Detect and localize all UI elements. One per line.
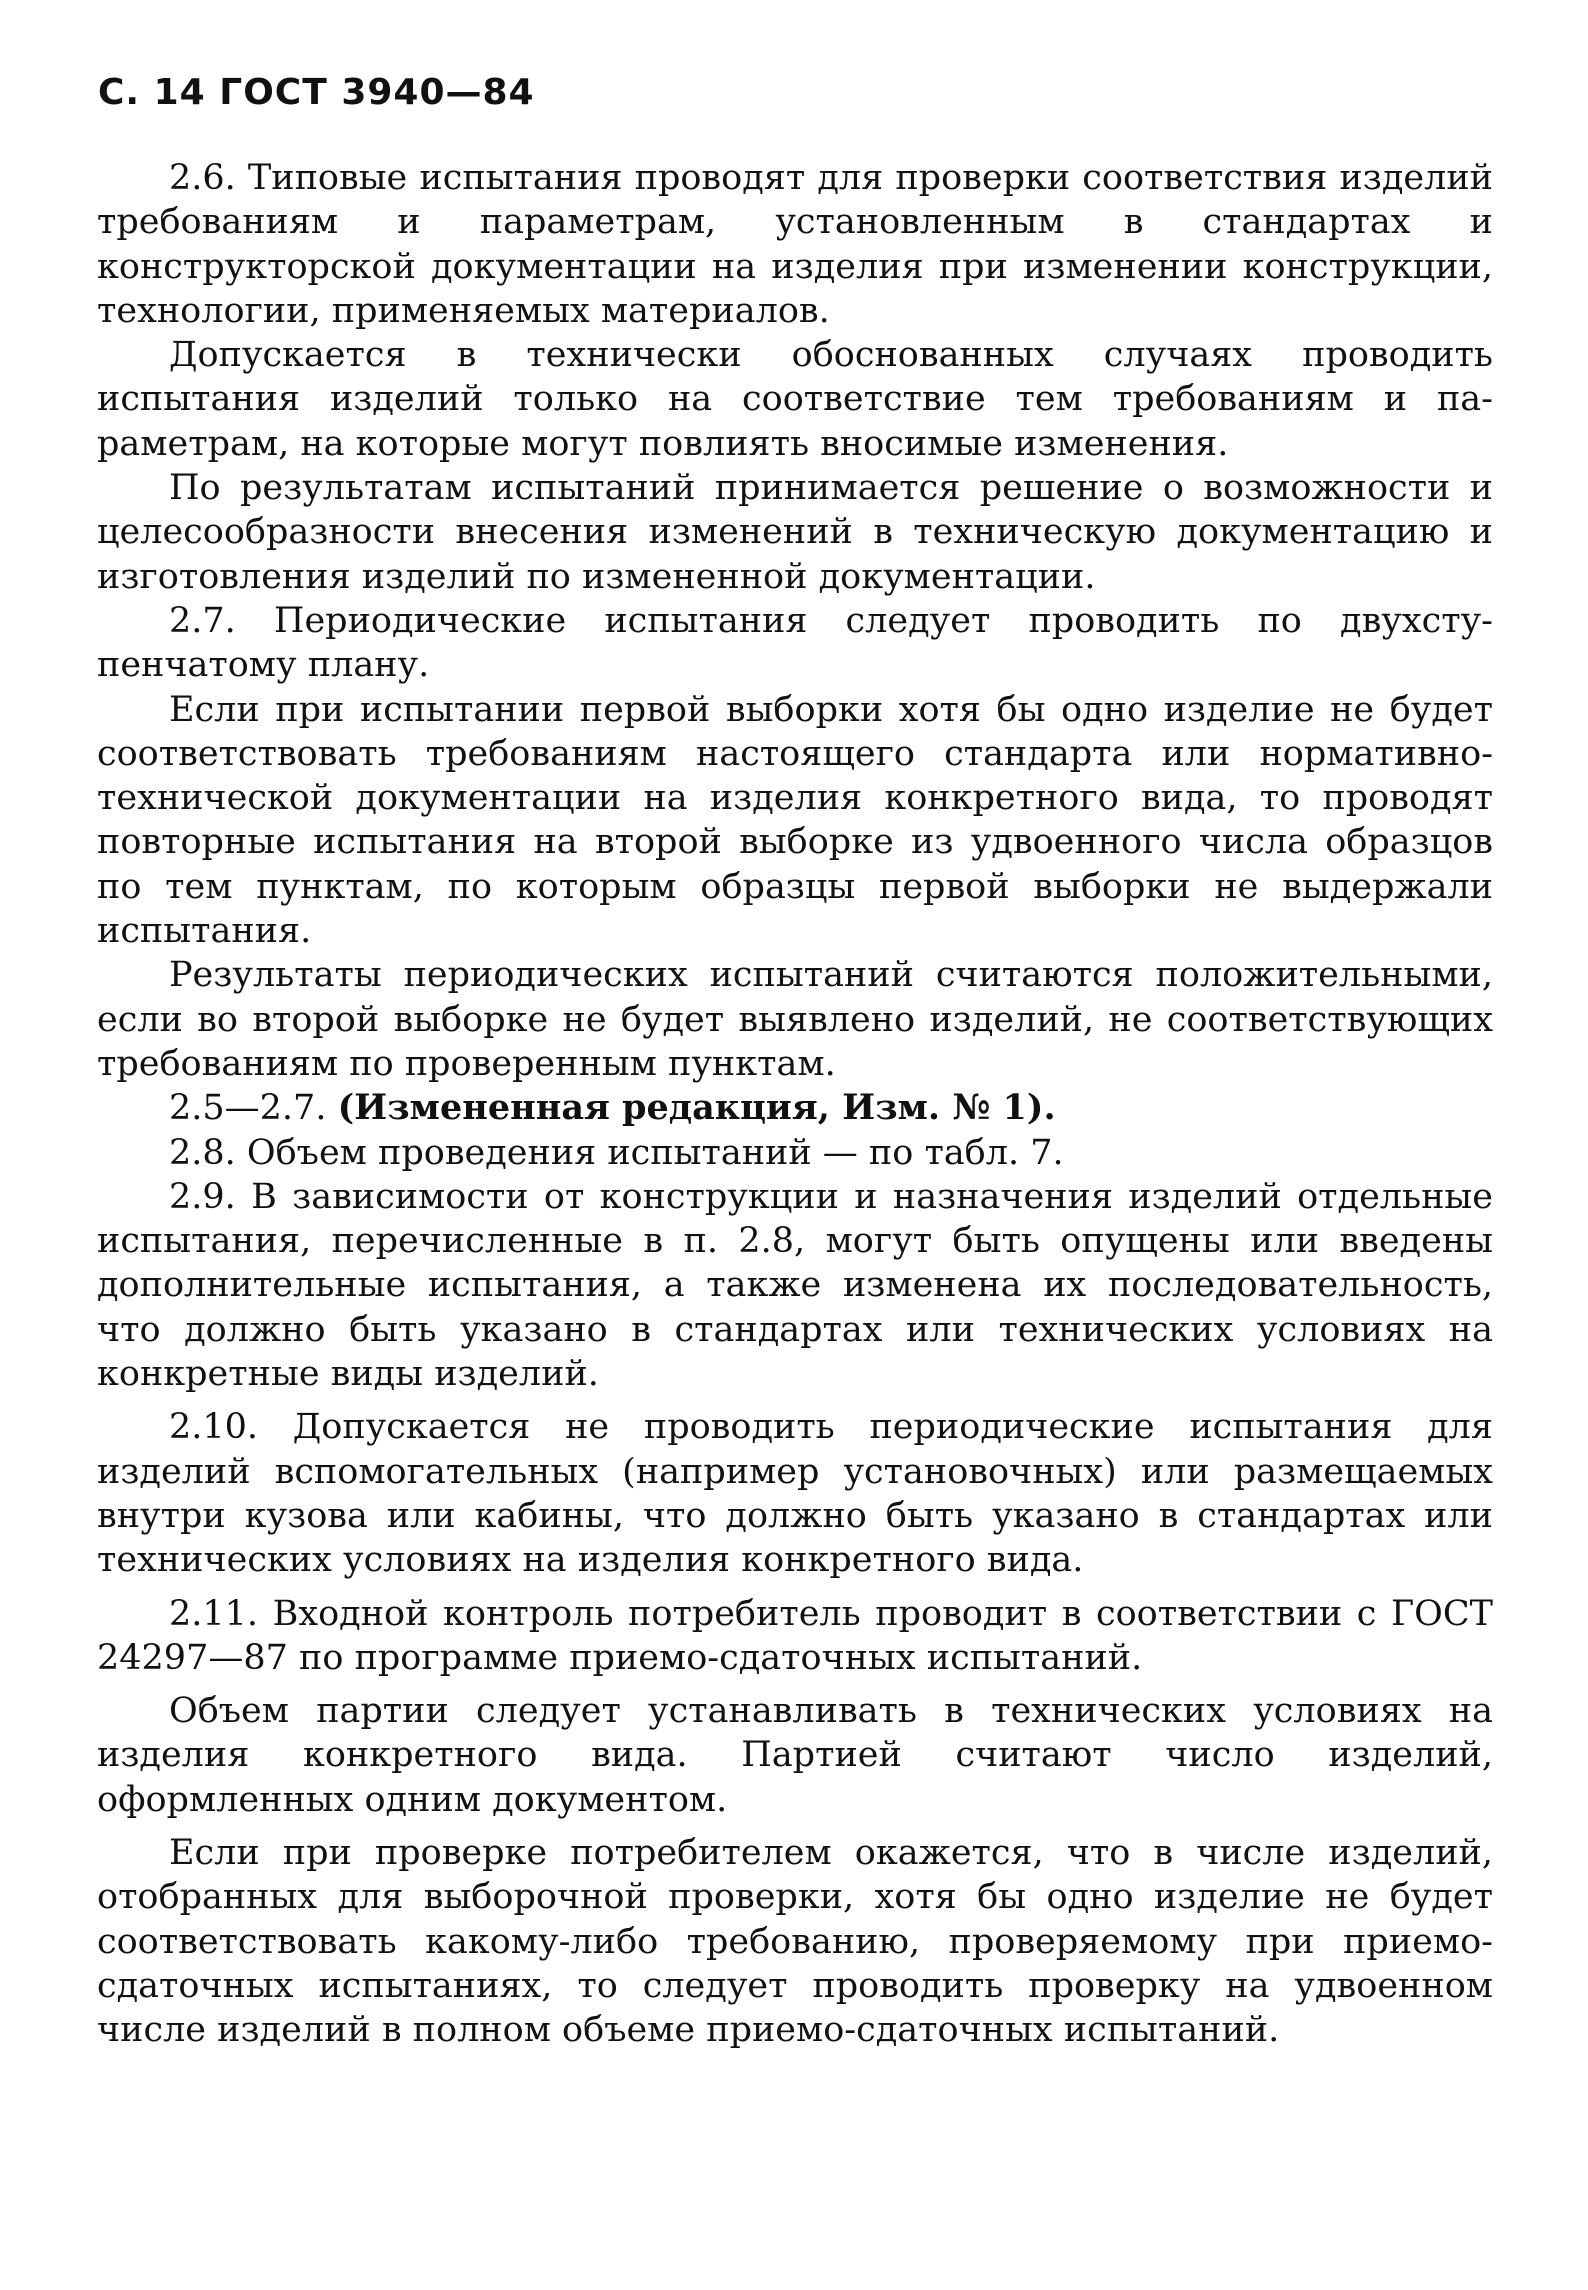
paragraph-2-7-failure: Если при испытании первой выборки хотя бы одно изделие не будет соответствовать требованиям настоящего стандарта или нормативно-технической документации на изделия конкретного вида, то проводят повторные испытания на второй выборке из удвоенного числа образцов по тем пунктам, по которым образцы первой выборки не выдержали испытания. <box>97 689 1493 952</box>
paragraph-2-7: 2.7. Периодические испытания следует проводить по двухступенчатому плану. <box>97 600 1493 686</box>
paragraph-2-9: 2.9. В зависимости от конструкции и назначения изделий отдельные испытания, перечисленные в п. 2.8, могут быть опущены или введены дополнительные испытания, а также изменена их последовательность, что должно быть указано в стандартах или технических условиях на конкретные виды изделий. <box>97 1176 1493 1395</box>
body-text <box>97 156 1493 2052</box>
paragraph-2-11-batch: Объем партии следует устанавливать в технических условиях на изделия конкретного вида. Партией считают число изделий, оформленных одним документом. <box>97 1691 1493 1820</box>
paragraph-2-8: 2.8. Объем проведения испытаний — по табл. 7. <box>169 1132 1064 1173</box>
paragraph-2-6-allowance: Допускается в технически обоснованных случаях проводить испытания изделий только на соответствие тем требованиям и параметрам, на которые могут повлиять вносимые изменения. <box>97 335 1493 464</box>
amendment-label: (Измененная редакция, Изм. № 1). <box>337 1087 1056 1129</box>
page-header: С. 14 ГОСТ 3940—84 <box>98 72 535 113</box>
paragraph-2-6: 2.6. Типовые испытания проводят для проверки соответствия изделий требованиям и параметрам, установленным в стандартах и конструкторской документации на изделия при изменении конструкции, технологии, применяемых материалов. <box>97 158 1493 331</box>
paragraph-2-10: 2.10. Допускается не проводить периодические испытания для изделий вспомогательных (например установочных) или размещаемых внутри кузова или кабины, что должно быть указано в стандартах или технических условиях на изделия конкретного вида. <box>97 1407 1493 1581</box>
paragraph-2-6-results: По результатам испытаний принимается решение о возможности и целесообразности внесения изменений в техническую документацию и изготовления изделий по измененной документации. <box>97 468 1493 597</box>
amendment-reference: 2.5—2.7. <box>169 1088 338 1129</box>
paragraph-2-11: 2.11. Входной контроль потребитель проводит в соответствии с ГОСТ 24297—87 по программе приемо-сдаточных испытаний. <box>97 1593 1493 1678</box>
paragraph-2-7-results: Результаты периодических испытаний считаются положительными, если во второй выборке не будет выявлено изделий, не соответствующих требованиям по проверенным пунктам. <box>97 955 1493 1084</box>
paragraph-amendment-note <box>97 1086 1493 1130</box>
paragraph-2-11-recheck: Если при проверке потребителем окажется, что в числе изделий, отобранных для выборочной проверки, хотя бы одно изделие не будет соответствовать какому-либо требованию, проверяемому при приемо-сдаточных испытаниях, то следует проводить проверку на удвоенном числе изделий в полном объеме приемо-сдаточных испытаний. <box>97 1832 1493 2051</box>
